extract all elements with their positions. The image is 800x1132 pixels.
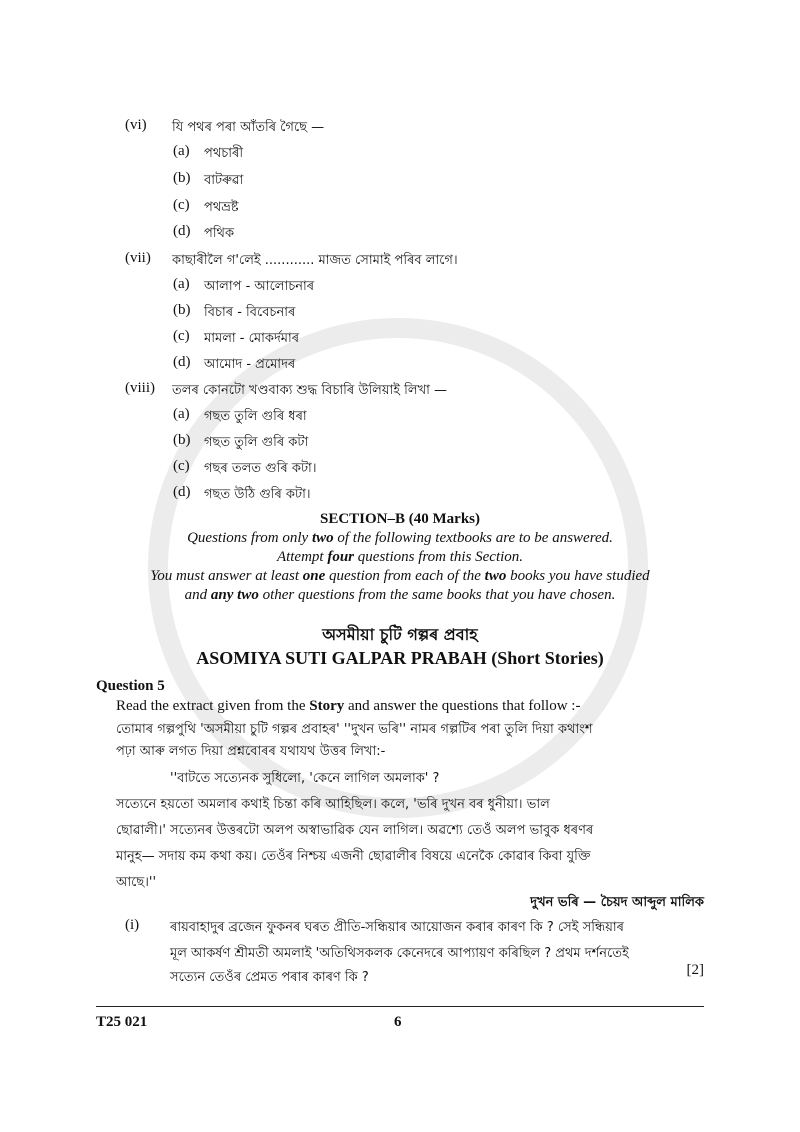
instruction-text: question from each of the [325,568,485,584]
paper-code: T25 021 [96,1014,148,1030]
instruction-text: Attempt [276,549,328,565]
option-letter: (d) [173,223,191,239]
extract-line: সত্যেনে হয়তো অমলাৰ কথাই চিন্তা কৰি আহিছিল। কলে, 'ভৰি দুখন বৰ ধুনীয়া। ভাল [116,797,550,812]
option-text: আলাপ - আলোচনাৰ [204,279,315,294]
option-letter: (d) [173,484,191,500]
instruction-text: books you have studied [506,568,650,584]
option-text: আমোদ - প্ৰমোদৰ [204,357,296,372]
option-text: গছত তুলি গুৰি কটা [204,435,309,450]
option-text: গছত তুলি গুৰি ধৰা [204,409,307,424]
instruction-text: You must answer at least [150,568,303,584]
instruction-emphasis: two [484,568,507,584]
instruction-text: and answer the questions that follow :- [344,698,581,714]
option-letter: (b) [173,302,191,318]
instruction-text: other questions from the same books that you have chosen. [258,587,616,603]
option-text: বিচাৰ - বিবেচনাৰ [204,305,296,320]
option-letter: (a) [173,143,190,159]
instruction-text: questions from this Section. [354,549,524,565]
instruction-emphasis: four [327,549,355,565]
instruction-text: of the following textbooks are to be answered. [333,530,613,546]
question-heading: Question 5 [96,678,165,694]
instruction-emphasis: one [302,568,326,584]
section-title: SECTION–B (40 Marks) [319,511,480,527]
option-letter: (b) [173,170,191,186]
extract-line: আছে।'' [116,875,157,890]
section-instruction-1 [96,530,704,547]
sub-question-line: মূল আকৰ্ষণ শ্ৰীমতী অমলাই 'অতিথিসকলক কেনেদৰে আপ্যায়ণ কৰিছিল ? প্ৰথম দৰ্শনতেই [170,946,629,961]
footer-divider [96,1006,704,1007]
section-instruction-2 [96,549,704,566]
option-text: পথিক [204,226,235,241]
sub-question-line: ৰায়বাহাদুৰ ব্ৰজেন ফুকনৰ ঘৰত প্ৰীতি-সন্ধিয়াৰ আয়োজন কৰাৰ কাৰণ কি ? সেই সন্ধিয়াৰ [170,920,624,935]
question-number: (vii) [125,250,151,266]
page-number: 6 [394,1014,402,1030]
extract-line: ''বাটতে সত্যেনক সুধিলো, 'কেনে লাগিল অমলাক' ? [170,771,440,786]
extract-line: মানুহ— সদায় কম কথা কয়। তেওঁৰ নিশ্চয় এজনী ছোৱালীৰ বিষয়ে এনেকৈ কোৱাৰ কিবা যুক্তি [116,849,591,864]
option-letter: (c) [173,328,190,344]
instruction-text: and [184,587,211,603]
option-text: পথভ্ৰষ্ট [204,200,239,215]
sub-question-line: সত্যেন তেওঁৰ প্ৰেমত পৰাৰ কাৰণ কি ? [170,970,369,985]
option-text: গছত উঠি গুৰি কটা। [204,487,311,502]
instruction-emphasis: two [311,530,334,546]
extract-line: ছোৱালী।' সত্যেনৰ উত্তৰটো অলপ অস্বাভাৱিক যেন লাগিল। অৱশ্যে তেওঁ অলপ ভাবুক ধৰণৰ [116,823,594,838]
question-number: (viii) [125,380,155,396]
option-text: বাটৰুৱা [204,173,244,188]
section-instruction-3 [96,568,704,585]
question-text: যি পথৰ পৰা আঁতৰি গৈছে — [172,120,325,135]
section-instruction-4 [96,587,704,604]
option-letter: (b) [173,432,191,448]
option-text: পথচাৰী [204,146,244,161]
option-letter: (c) [173,458,190,474]
option-text: গছৰ তলত গুৰি কটা। [204,461,317,476]
book-title-english: ASOMIYA SUTI GALPAR PRABAH (Short Stories) [196,648,604,668]
instruction-assamese-line: পঢ়া আৰু লগত দিয়া প্ৰশ্নবোৰৰ যথাযথ উত্তৰ লিখা:- [116,744,386,759]
question-text: কাছাৰীলৈ গ'লেই ............ মাজত সোমাই পৰিব লাগে। [172,253,458,268]
extract-source: দুখন ভৰি — চৈয়দ আব্দুল মালিক [530,895,704,910]
option-letter: (a) [173,406,190,422]
instruction-text: Questions from only [187,530,312,546]
option-text: মামলা - মোকৰ্দমাৰ [204,331,300,346]
option-letter: (c) [173,197,190,213]
instruction-emphasis: Story [309,698,345,714]
option-letter: (d) [173,354,191,370]
instruction-text: Read the extract given from the [116,698,310,714]
question-instruction [116,698,580,715]
instruction-emphasis: any two [210,587,259,603]
book-title-assamese: অসমীয়া চুটি গল্পৰ প্ৰবাহ [322,625,478,644]
option-letter: (a) [173,276,190,292]
question-text: তলৰ কোনটো খণ্ডবাক্য শুদ্ধ বিচাৰি উলিয়াই লিখা — [172,383,448,398]
marks-label: [2] [686,962,704,978]
instruction-assamese-line: তোমাৰ গল্পপুথি 'অসমীয়া চুটি গল্পৰ প্ৰবাহৰ' ''দুখন ভৰি'' নামৰ গল্পটিৰ পৰা তুলি দিয়া কথাংশ [116,722,593,737]
question-number: (vi) [125,117,147,133]
sub-question-number: (i) [125,917,140,933]
